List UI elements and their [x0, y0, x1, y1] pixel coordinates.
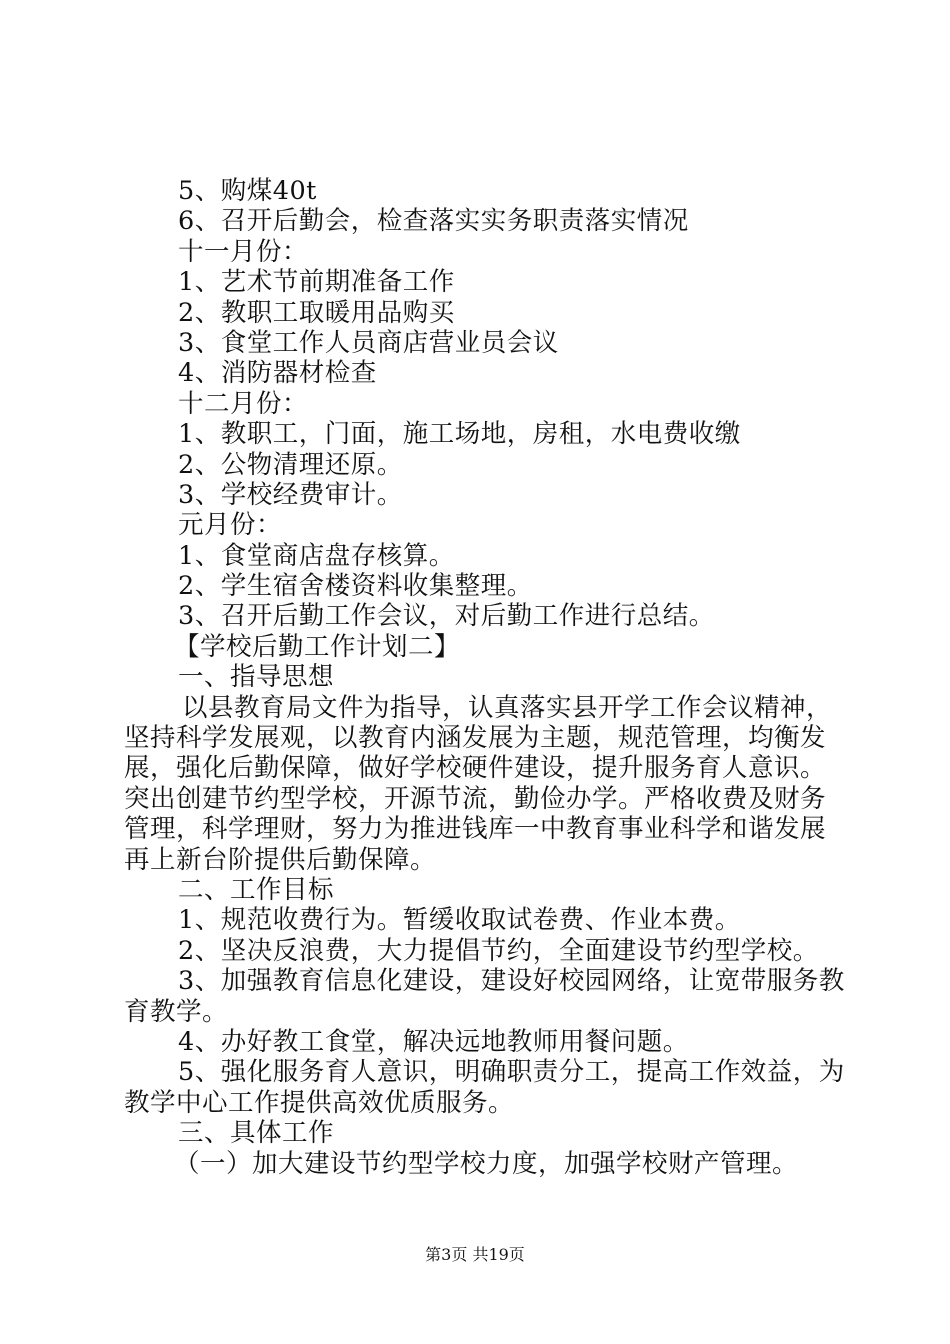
text-line: 三、具体工作: [178, 1118, 335, 1149]
text-line: 元月份：: [178, 510, 283, 541]
text-line: 4、消防器材检查: [178, 358, 377, 389]
text-line: 育教学。: [124, 996, 229, 1027]
text-line: 坚持科学发展观，以教育内涵发展为主题，规范管理，均衡发: [124, 723, 827, 754]
text-line: 2、公物清理还原。: [178, 449, 403, 480]
text-line: 3、食堂工作人员商店营业员会议: [178, 327, 559, 358]
text-line: 4、办好教工食堂，解决远地教师用餐问题。: [178, 1026, 689, 1057]
text-line: 管理，科学理财，努力为推进钱库一中教育事业科学和谐发展: [124, 814, 827, 845]
text-line: 1、教职工，门面，施工场地，房租，水电费收缴: [178, 419, 741, 450]
text-line: 二、工作目标: [178, 874, 335, 905]
text-line: 3、召开后勤工作会议，对后勤工作进行总结。: [178, 601, 715, 632]
text-line: 2、坚决反浪费，大力提倡节约，全面建设节约型学校。: [178, 935, 819, 966]
text-line: 6、召开后勤会，检查落实实务职责落实情况: [178, 206, 689, 237]
text-line: 3、学校经费审计。: [178, 479, 403, 510]
text-line: 教学中心工作提供高效优质服务。: [124, 1087, 515, 1118]
text-line: 1、艺术节前期准备工作: [178, 267, 455, 298]
text-line: （一）加大建设节约型学校力度，加强学校财产管理。: [174, 1148, 799, 1179]
text-line: 5、强化服务育人意识，明确职责分工，提高工作效益，为: [178, 1057, 845, 1088]
text-line: 十一月份：: [178, 236, 309, 267]
text-line: 【学校后勤工作计划二】: [174, 631, 461, 662]
text-line: 3、加强教育信息化建设，建设好校园网络，让宽带服务教: [178, 966, 845, 997]
text-line: 5、购煤40t: [178, 176, 317, 206]
text-line: 再上新台阶提供后勤保障。: [124, 844, 437, 875]
text-line: 以县教育局文件为指导，认真落实县开学工作会议精神，: [182, 692, 833, 723]
text-line: 一、指导思想: [178, 662, 335, 693]
page-footer: 第3页 共19页: [425, 1245, 525, 1264]
text-line: 1、规范收费行为。暂缓收取试卷费、作业本费。: [178, 905, 741, 936]
text-line: 2、教职工取暖用品购买: [178, 297, 455, 328]
text-line: 十二月份：: [178, 388, 309, 419]
document-body: [124, 176, 845, 1179]
text-line: 2、学生宿舍楼资料收集整理。: [178, 571, 533, 602]
text-line: 突出创建节约型学校，开源节流，勤俭办学。严格收费及财务: [124, 783, 827, 814]
text-line: 展，强化后勤保障，做好学校硬件建设，提升服务育人意识。: [124, 753, 827, 784]
text-line: 1、食堂商店盘存核算。: [178, 540, 455, 571]
